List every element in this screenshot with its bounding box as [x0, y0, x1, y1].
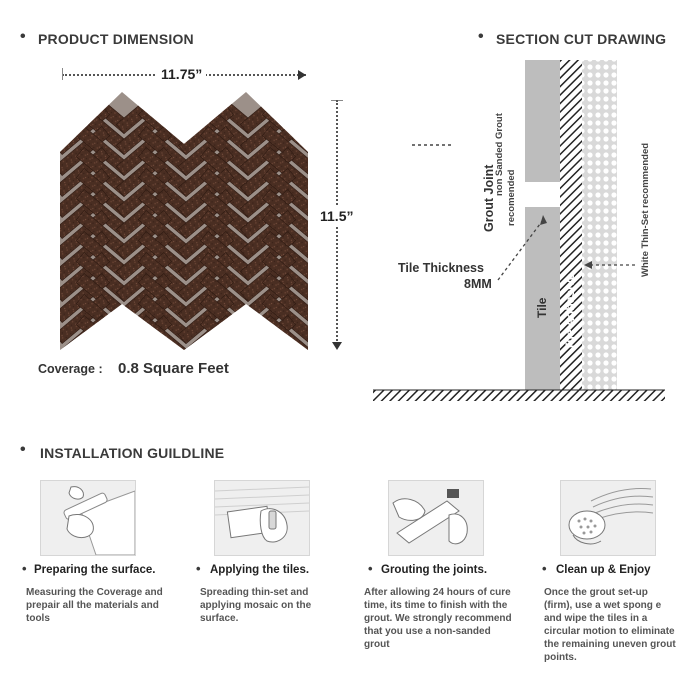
height-label: 11.5” — [320, 208, 354, 224]
step-3-desc: After allowing 24 hours of cure time, its time to finish with the grout. We strongly recommend that you use a non-sanded grout — [364, 587, 512, 650]
herringbone-plank — [76, 315, 131, 350]
herringbone-plank — [200, 315, 255, 350]
tile-thickness-label: Tile Thickness — [398, 261, 484, 275]
wall-thinset-layer — [582, 60, 617, 390]
height-dimension-arrow-down — [332, 342, 342, 350]
step-bullet: • — [22, 561, 27, 576]
step-bullet: • — [368, 561, 373, 576]
herringbone-plank — [240, 336, 295, 350]
coverage-value: 0.8 Square Feet — [118, 360, 229, 377]
step-1-title: Preparing the surface. — [34, 564, 156, 576]
step-2-desc: Spreading thin-set and applying mosaic on the surface. — [200, 587, 312, 624]
step-1-image — [40, 480, 136, 556]
tile-label: Tile — [535, 297, 549, 318]
width-dimension-arrow-right — [298, 70, 306, 80]
upper-tile-block — [525, 60, 560, 182]
step-4-title: Clean up & Enjoy — [556, 564, 651, 576]
grout-note-line2: recomended — [506, 169, 517, 226]
herringbone-plank — [116, 336, 171, 350]
section-bullet: • — [20, 441, 26, 458]
width-dimension-tick-left — [62, 68, 63, 80]
herringbone-plank — [76, 336, 131, 350]
herringbone-plank — [200, 336, 255, 350]
measuring-surface-icon — [41, 481, 135, 555]
step-1-desc: Measuring the Coverage and prepair all the materials and tools — [26, 587, 163, 624]
coverage-label: Coverage : — [38, 362, 103, 376]
step-bullet: • — [196, 561, 201, 576]
grout-note-line1: non Sanded Grout — [494, 113, 505, 196]
section-bullet: • — [20, 28, 26, 45]
step-3-title: Grouting the joints. — [381, 564, 488, 576]
step-4-image — [560, 480, 656, 556]
thinset-note-label: White Thin-Set recommended — [640, 142, 651, 277]
trowel-spreading-icon — [215, 481, 309, 555]
width-label: 11.75” — [157, 66, 206, 82]
section-cut-title: SECTION CUT DRAWING — [496, 31, 667, 47]
floor-base — [373, 390, 665, 401]
grout-float-icon — [389, 481, 483, 555]
sponge-wipe-icon — [561, 481, 655, 555]
step-4-desc: Once the grout set-up (firm), use a wet spong e and wipe the tiles in a circular motion to eliminate the remaining uneven grout points. — [544, 587, 676, 663]
tile-adhesive-label: Tile Adhesive — [563, 273, 577, 350]
step-2-image — [214, 480, 310, 556]
step-3-image — [388, 480, 484, 556]
installation-title: INSTALLATION GUILDLINE — [40, 445, 225, 461]
product-dimension-title: PRODUCT DIMENSION — [38, 31, 194, 47]
section-cut-drawing — [370, 55, 670, 405]
section-bullet: • — [478, 28, 484, 45]
step-2-title: Applying the tiles. — [210, 564, 310, 576]
grout-joint-label: Grout Joint — [482, 164, 496, 232]
step-bullet: • — [542, 561, 547, 576]
tile-thickness-value: 8MM — [464, 277, 492, 291]
herringbone-mosaic-tile — [60, 92, 308, 350]
